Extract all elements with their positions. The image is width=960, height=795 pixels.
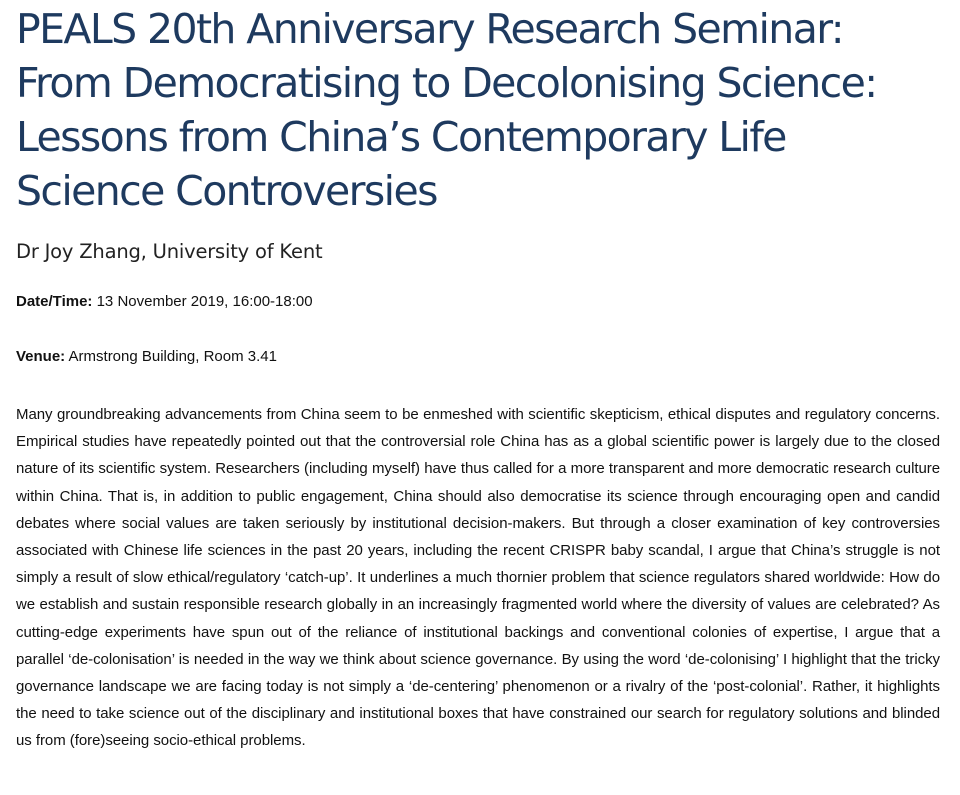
- datetime-label: Date/Time:: [16, 293, 93, 310]
- speaker-name: Dr Joy Zhang, University of Kent: [16, 240, 323, 263]
- page-title: PEALS 20th Anniversary Research Seminar: From Democratising to Decolonising Science: Lessons from China’s Contemporary Life Science Controversies: [16, 5, 877, 215]
- event-article: [16, 0, 940, 755]
- event-abstract: Many groundbreaking advancements from China seem to be enmeshed with scientific skepticism, ethical disputes and regulatory concerns. Empirical studies have repeatedly pointed out that the controversial role China has as a global scientific power is largely due to the closed nature of its scientific system. Researchers (including myself) have thus called for a more transparent and more democratic research culture within China. That is, in addition to public engagement, China should also democratise its science through encouraging open and candid debates where social values are taken seriously by institutional decision-makers. But through a closer examination of key controversies associated with Chinese life sciences in the past 20 years, including the recent CRISPR baby scandal, I argue that China’s struggle is not simply a result of slow ethical/regulatory ‘catch-up’. It underlines a much thornier problem that science regulators shared worldwide: How do we establish and sustain responsible research globally in an increasingly fragmented world where the diversity of values are celebrated? As cutting-edge experiments have spun out of the reliance of institutional backings and conventional colonies of expertise, I argue that a parallel ‘de-colonisation’ is needed in the way we think about science governance. By using the word ‘de-colonising’ I highlight that the tricky governance landscape we are facing today is not simply a ‘de-centering’ phenomenon or a rivalry of the ‘post-colonial’. Rather, it highlights the need to take science out of the disciplinary and institutional boxes that have constrained our search for regulatory solutions and blinded us from (fore)seeing socio-ethical problems.: [16, 406, 940, 750]
- venue-value: Armstrong Building, Room 3.41: [65, 348, 277, 365]
- datetime-value: 13 November 2019, 16:00-18:00: [92, 293, 313, 310]
- event-venue: [16, 347, 940, 367]
- event-datetime: [16, 292, 940, 312]
- venue-label: Venue:: [16, 348, 66, 365]
